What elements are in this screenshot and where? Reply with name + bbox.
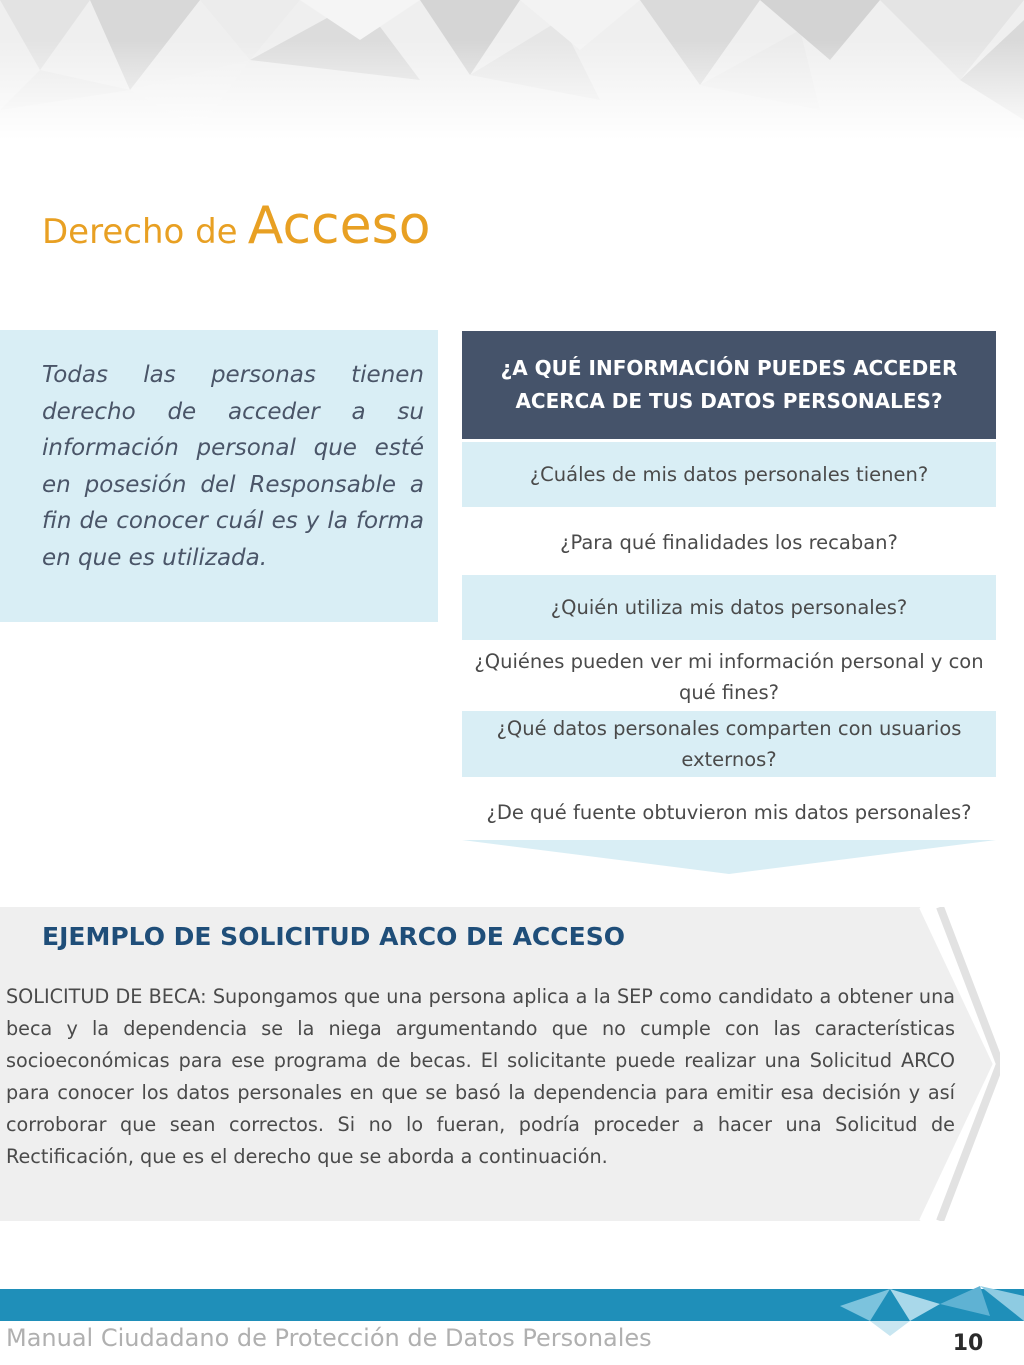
footer-geometric-pattern xyxy=(830,1276,1024,1336)
page-title-prefix: Derecho de xyxy=(42,212,238,252)
questions-header: ¿A QUÉ INFORMACIÓN PUEDES ACCEDER ACERCA DE TUS DATOS PERSONALES? xyxy=(462,331,996,439)
question-item: ¿Quiénes pueden ver mi información personal y con qué fines? xyxy=(474,650,984,704)
question-item: ¿Qué datos personales comparten con usuarios externos? xyxy=(462,711,996,777)
header-geometric-pattern xyxy=(0,0,1024,140)
question-item: ¿De qué fuente obtuvieron mis datos personales? xyxy=(486,800,972,824)
questions-chevron-down xyxy=(462,840,996,874)
page-title xyxy=(42,196,431,256)
intro-text: Todas las personas tienen derecho de acceder a su información personal que esté en posesión del Responsable a fin de conocer cuál es y la forma en que es utilizada. xyxy=(42,362,424,571)
page-title-main: Acceso xyxy=(247,196,431,256)
question-item: ¿Para qué finalidades los recaban? xyxy=(560,530,898,554)
example-heading: EJEMPLO DE SOLICITUD ARCO DE ACCESO xyxy=(42,922,625,951)
question-item: ¿Quién utiliza mis datos personales? xyxy=(462,575,996,640)
page-number: 10 xyxy=(947,1323,989,1363)
question-item: ¿Cuáles de mis datos personales tienen? xyxy=(462,442,996,507)
example-body: SOLICITUD DE BECA: Supongamos que una persona aplica a la SEP como candidato a obtener una beca y la dependencia se la niega argumentando que no cumple con las características socioeconómicas para ese programa de becas. El solicitante puede realizar una Solicitud ARCO para conocer los datos personales en que se basó la dependencia para emitir esa decisión y así corroborar que sean correctos. Si no lo fueran, podría proceder a hacer una Solicitud de Rectificación, que es el derecho que se aborda a continuación. xyxy=(6,985,955,1168)
footer-title: Manual Ciudadano de Protección de Datos Personales xyxy=(6,1324,652,1352)
